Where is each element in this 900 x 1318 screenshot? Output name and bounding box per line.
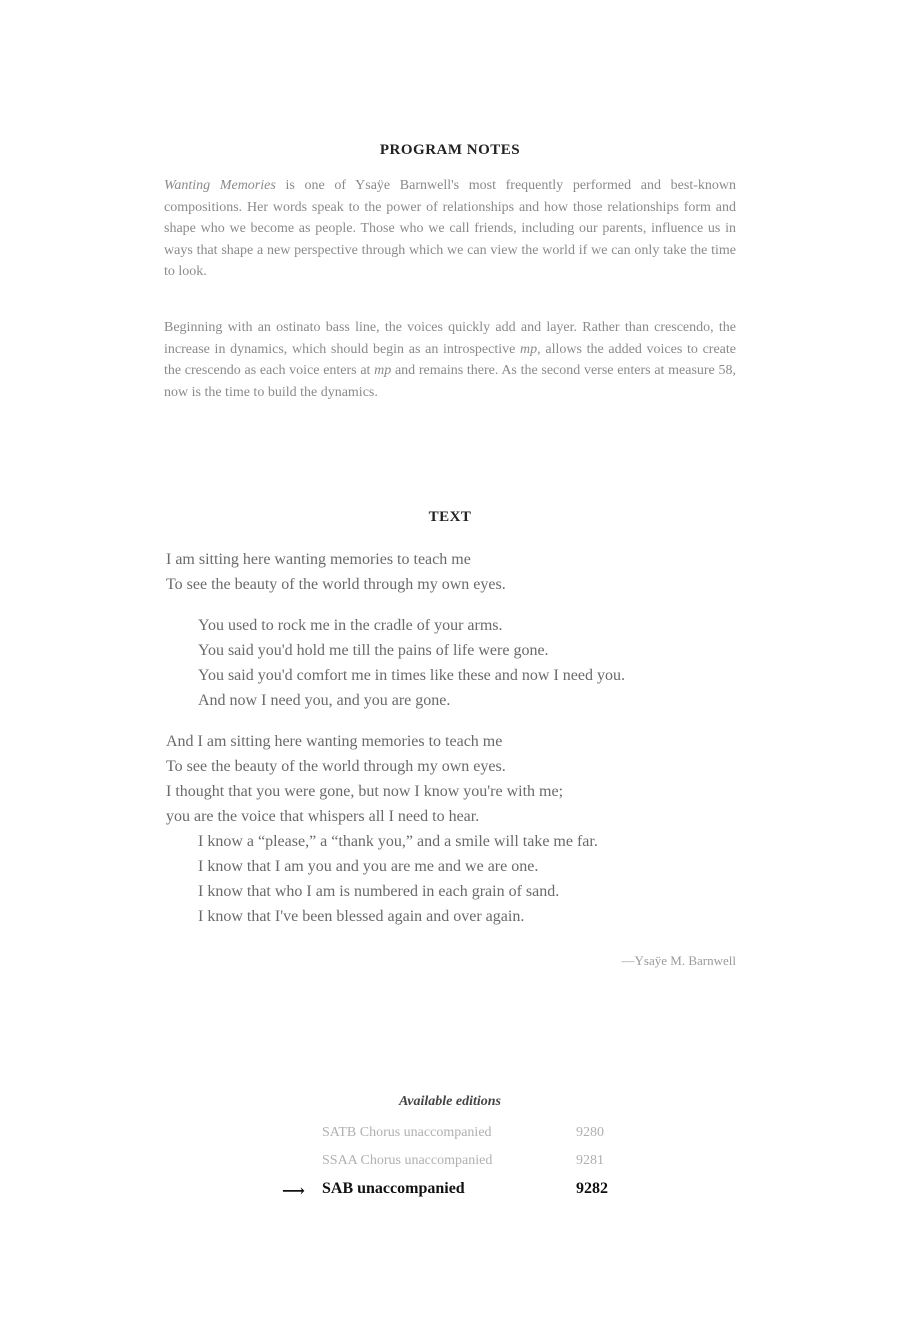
dynamic-marking-mp-2: mp xyxy=(374,363,392,378)
poem-line: And now I need you, and you are gone. xyxy=(198,692,451,709)
poem-line: And I am sitting here wanting memories to teach me xyxy=(166,733,503,750)
text-heading: TEXT xyxy=(428,509,472,525)
notes-p2-text-c: and remains there. As the second verse enters at measure 58, now is the time to build the dynamics. xyxy=(164,363,736,400)
edition-name: SSAA Chorus unaccompanied xyxy=(322,1153,493,1168)
poem-line: You said you'd hold me till the pains of life were gone. xyxy=(198,642,549,659)
notes-p1-text: is one of Ysaÿe Barnwell's most frequently performed and best-known compositions. Her words speak to the power of relationships and how those relationships form and shape who we become as people. Those who we call friends, including our parents, influence us in ways that shape a new perspective through which we can view the world if we can only take the time to look. xyxy=(164,178,736,279)
arrow-right-icon: ⟶ xyxy=(282,1183,305,1200)
poem-line: I know that I've been blessed again and over again. xyxy=(198,908,525,925)
edition-number: 9282 xyxy=(576,1180,608,1197)
poem-line: you are the voice that whispers all I need to hear. xyxy=(166,808,480,825)
edition-name: SATB Chorus unaccompanied xyxy=(322,1125,492,1140)
poem-line: I know that who I am is numbered in each grain of sand. xyxy=(198,883,560,900)
poem-line: You said you'd comfort me in times like these and now I need you. xyxy=(198,667,625,684)
notes-p2-text-b: , allows the added voices to create the crescendo as each voice enters at xyxy=(164,341,736,378)
available-editions-title: Available editions xyxy=(398,1094,501,1109)
dynamic-marking-mp-1: mp xyxy=(520,341,538,357)
poem-attribution: —Ysaÿe M. Barnwell xyxy=(621,953,736,968)
composition-title: Wanting Memories xyxy=(164,178,276,193)
poem-line: I know that I am you and you are me and we are one. xyxy=(198,858,539,875)
poem-line: To see the beauty of the world through my own eyes. xyxy=(166,758,506,775)
poem-line: To see the beauty of the world through my own eyes. xyxy=(166,576,506,593)
poem-line: I know a “please,” a “thank you,” and a smile will take me far. xyxy=(198,833,598,850)
poem-stanza-1 xyxy=(166,547,786,597)
edition-number: 9280 xyxy=(576,1125,604,1140)
edition-row xyxy=(280,1153,620,1179)
edition-row-current xyxy=(280,1180,620,1206)
poem-line: I am sitting here wanting memories to teach me xyxy=(166,551,471,568)
poem-stanza-2 xyxy=(166,613,786,713)
poem-line: You used to rock me in the cradle of your arms. xyxy=(198,617,503,634)
poem-line: I thought that you were gone, but now I know you're with me; xyxy=(166,783,564,800)
program-notes-paragraph-1 xyxy=(164,175,736,283)
notes-p2-text-a: Beginning with an ostinato bass line, the voices quickly add and layer. Rather than crescendo, the increase in dynamics, which should begin as an introspective xyxy=(164,320,736,357)
program-notes-paragraph-2 xyxy=(164,317,736,403)
edition-name: SAB unaccompanied xyxy=(322,1180,465,1197)
edition-row xyxy=(280,1125,620,1151)
program-notes-heading: PROGRAM NOTES xyxy=(379,142,521,158)
poem-stanza-3 xyxy=(166,729,786,929)
edition-number: 9281 xyxy=(576,1153,604,1168)
